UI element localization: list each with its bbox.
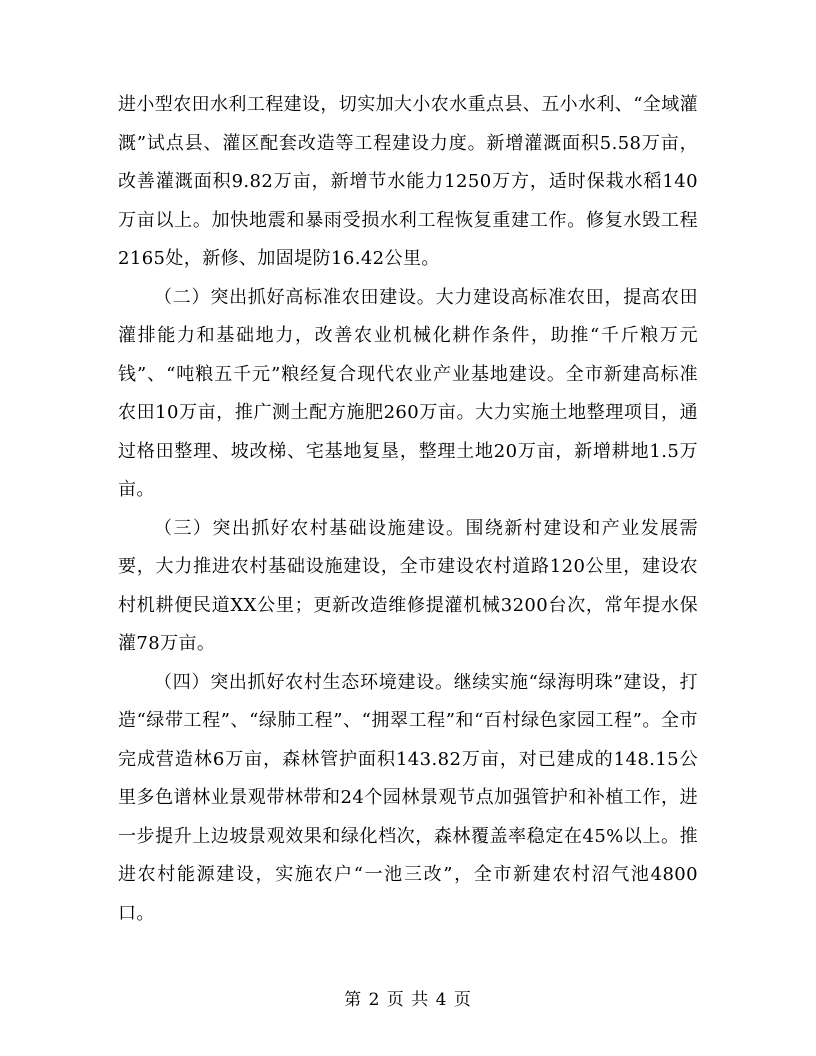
footer-total-pages: 4 <box>435 990 448 1010</box>
page-footer <box>0 985 816 1010</box>
footer-middle: 页 共 <box>386 990 430 1010</box>
paragraph-ecology: （四）突出抓好农村生态环境建设。继续实施“绿海明珠”建设，打造“绿带工程”、“绿肺工程”、“拥翠工程”和“百村绿色家园工程”。全市完成营造林6万亩，森林管护面积143.82万亩，对已建成的148.15公里多色谱林业景观带林带和24个园林景观节点加强管护和补植工作，进一步提升上边坡景观效果和绿化档次，森林覆盖率稳定在45%以上。推进农村能源建设，实施农户“一池三改”，全市新建农村沼气池4800口。 <box>118 671 698 924</box>
paragraph-irrigation: 进小型农田水利工程建设，切实加大小农水重点县、五小水利、“全域灌溉”试点县、灌区配套改造等工程建设力度。新增灌溉面积5.58万亩，改善灌溉面积9.82万亩，新增节水能力1250万方，适时保栽水稻140万亩以上。加快地震和暴雨受损水利工程恢复重建工作。修复水毁工程2165处，新修、加固堤防16.42公里。 <box>118 94 698 269</box>
document-body <box>118 86 698 933</box>
footer-suffix: 页 <box>453 990 472 1010</box>
footer-current-page: 2 <box>368 990 381 1010</box>
footer-prefix: 第 <box>344 990 363 1010</box>
paragraph-infrastructure: （三）突出抓好农村基础设施建设。围绕新村建设和产业发展需要，大力推进农村基础设施建设，全市建设农村道路120公里，建设农村机耕便民道XX公里；更新改造维修提灌机械3200台次，常年提水保灌78万亩。 <box>118 517 698 654</box>
paragraph-farmland: （二）突出抓好高标准农田建设。大力建设高标准农田，提高农田灌排能力和基础地力，改善农业机械化耕作条件，助推“千斤粮万元钱”、“吨粮五千元”粮经复合现代农业产业基地建设。全市新建高标准农田10万亩，推广测土配方施肥260万亩。大力实施土地整理项目，通过格田整理、坡改梯、宅基地复垦，整理土地20万亩，新增耕地1.5万亩。 <box>118 286 698 500</box>
